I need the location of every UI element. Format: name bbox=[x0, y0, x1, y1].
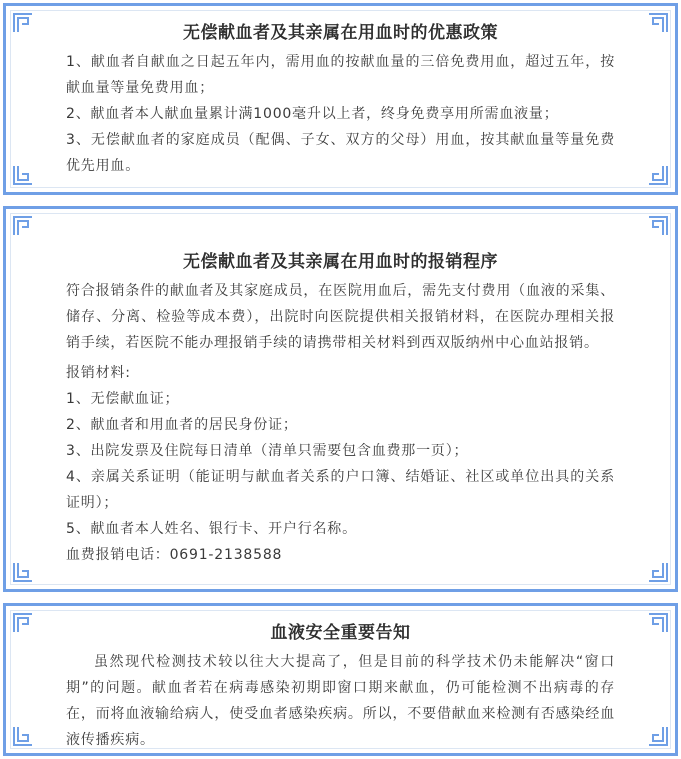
safety-notice-panel bbox=[3, 603, 678, 756]
materials-label: 报销材料: bbox=[66, 365, 131, 381]
reimbursement-intro: 符合报销条件的献血者及其家庭成员，在医院用血后，需先支付费用（血液的采集、储存、分离、检验等成本费），出院时向医院提供相关报销材料，在医院办理相关报销手续，若医院不能办理报销手续的请携带相关材料到西双版纳州中心血站报销。 bbox=[66, 283, 615, 351]
corner-ornament-icon bbox=[647, 164, 669, 186]
policy-panel bbox=[3, 3, 678, 195]
corner-ornament-icon bbox=[647, 561, 669, 583]
reimbursement-panel bbox=[3, 206, 678, 592]
reimbursement-title: 无偿献血者及其亲属在用血时的报销程序 bbox=[183, 252, 498, 272]
safety-notice-title: 血液安全重要告知 bbox=[270, 623, 411, 643]
policy-item: 1、献血者自献血之日起五年内，需用血的按献血量的三倍免费用血，超过五年，按献血量等量免费用血； bbox=[66, 54, 615, 96]
corner-ornament-icon bbox=[647, 12, 669, 34]
corner-ornament-icon bbox=[12, 561, 34, 583]
policy-title: 无偿献血者及其亲属在用血时的优惠政策 bbox=[183, 23, 498, 43]
safety-notice-body: 虽然现代检测技术较以往大大提高了，但是目前的科学技术仍未能解决“窗口期”的问题。献血者若在病毒感染初期即窗口期来献血，仍可能检测不出病毒的存在，而将血液输给病人，使受血者感染疾病。所以，不要借献血来检测有否感染经血液传播疾病。 bbox=[66, 654, 615, 748]
reimbursement-phone: 血费报销电话：0691-2138588 bbox=[66, 547, 283, 563]
corner-ornament-icon bbox=[647, 612, 669, 634]
material-item: 2、献血者和用血者的居民身份证； bbox=[66, 417, 298, 433]
corner-ornament-icon bbox=[12, 164, 34, 186]
material-item: 5、献血者本人姓名、银行卡、开户行名称。 bbox=[66, 521, 357, 537]
corner-ornament-icon bbox=[12, 12, 34, 34]
material-item: 3、出院发票及住院每日清单（清单只需要包含血费那一页）； bbox=[66, 443, 469, 459]
corner-ornament-icon bbox=[647, 215, 669, 237]
corner-ornament-icon bbox=[647, 725, 669, 747]
corner-ornament-icon bbox=[12, 612, 34, 634]
material-item: 1、无偿献血证； bbox=[66, 391, 180, 407]
corner-ornament-icon bbox=[12, 215, 34, 237]
policy-item: 2、献血者本人献血量累计满1000毫升以上者，终身免费享用所需血液量； bbox=[66, 106, 559, 122]
corner-ornament-icon bbox=[12, 725, 34, 747]
policy-item: 3、无偿献血者的家庭成员（配偶、子女、双方的父母）用血，按其献血量等量免费优先用血。 bbox=[66, 132, 615, 174]
material-item: 4、亲属关系证明（能证明与献血者关系的户口簿、结婚证、社区或单位出具的关系证明）； bbox=[66, 469, 615, 511]
